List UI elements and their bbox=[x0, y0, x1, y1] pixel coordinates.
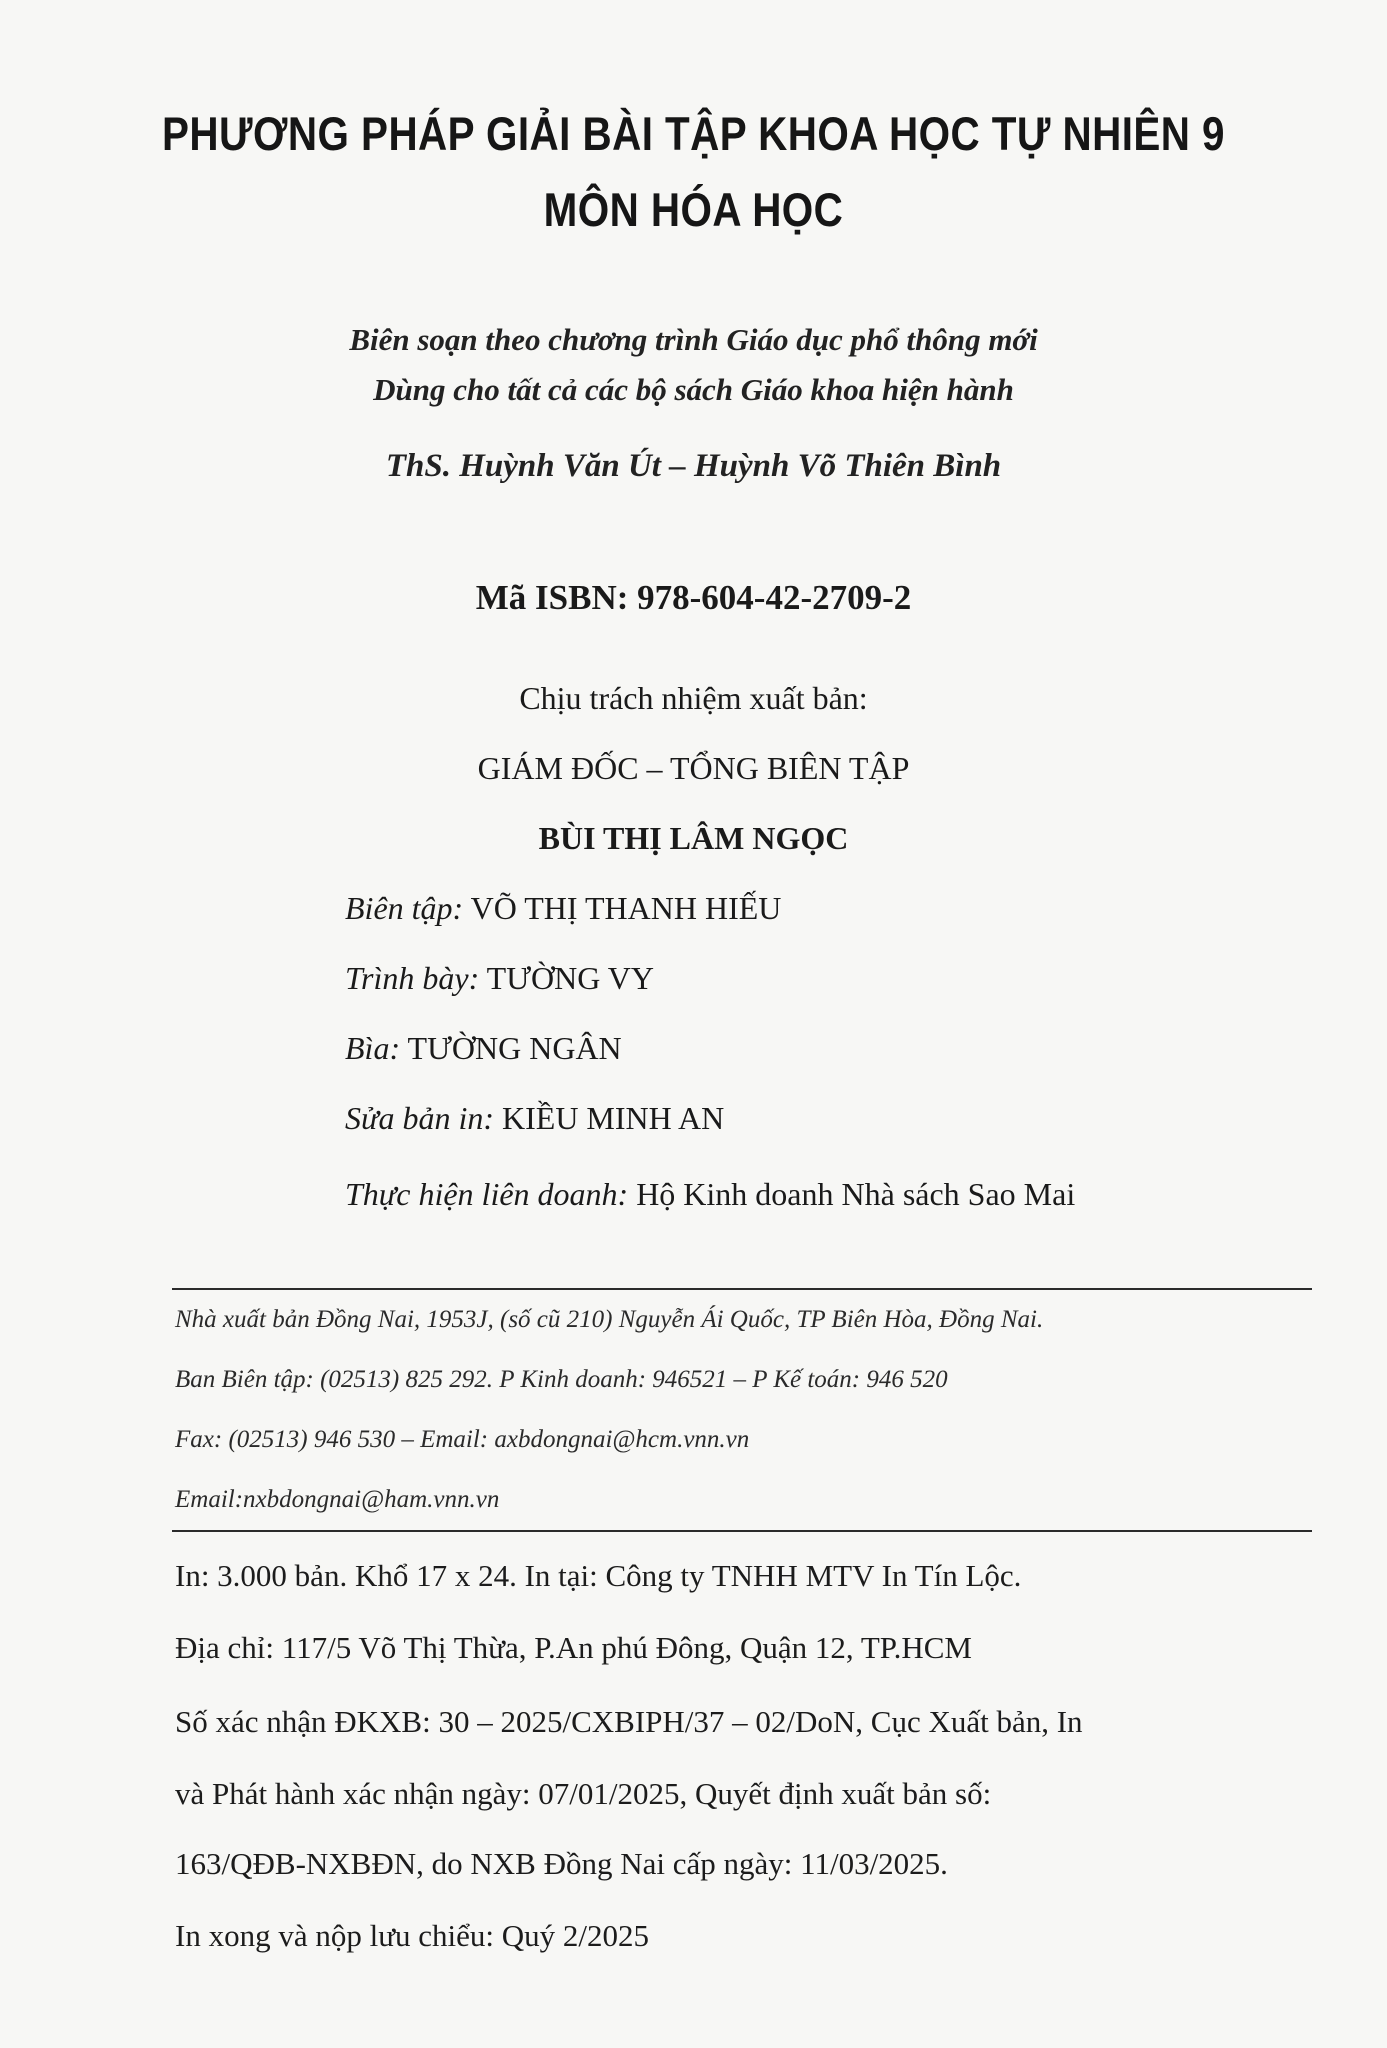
credit-editor bbox=[345, 890, 781, 927]
credit-label: Thực hiện liên doanh: bbox=[345, 1176, 629, 1212]
credit-proofreader bbox=[345, 1100, 724, 1137]
publisher-phones: Ban Biên tập: (02513) 825 292. P Kinh doanh: 946521 – P Kế toán: 946 520 bbox=[175, 1366, 948, 1393]
divider-top bbox=[172, 1288, 1312, 1290]
legal-deposit: In xong và nộp lưu chiểu: Quý 2/2025 bbox=[175, 1918, 649, 1953]
publisher-fax: Fax: (02513) 946 530 – Email: axbdongnai@hcm.vnn.vn bbox=[175, 1426, 750, 1453]
credit-label: Trình bày: bbox=[345, 960, 480, 996]
credit-value: Hộ Kinh doanh Nhà sách Sao Mai bbox=[636, 1176, 1076, 1212]
subtitle-line-1: Biên soạn theo chương trình Giáo dục phổ thông mới bbox=[349, 322, 1038, 357]
printer-address: Địa chỉ: 117/5 Võ Thị Thừa, P.An phú Đông, Quận 12, TP.HCM bbox=[175, 1630, 972, 1665]
credit-joint-venture bbox=[345, 1176, 1075, 1213]
credit-label: Bìa: bbox=[345, 1030, 401, 1066]
credit-value: VÕ THỊ THANH HIẾU bbox=[470, 890, 782, 926]
credit-value: TƯỜNG VY bbox=[486, 960, 654, 996]
publisher-email: Email:nxbdongnai@ham.vnn.vn bbox=[175, 1486, 500, 1513]
credit-layout bbox=[345, 960, 654, 997]
authors: ThS. Huỳnh Văn Út – Huỳnh Võ Thiên Bình bbox=[385, 448, 1002, 484]
responsibility-role: GIÁM ĐỐC – TỔNG BIÊN TẬP bbox=[477, 750, 910, 786]
registration-number: Số xác nhận ĐKXB: 30 – 2025/CXBIPH/37 – 02/DoN, Cục Xuất bản, In bbox=[175, 1704, 1083, 1739]
credit-label: Biên tập: bbox=[345, 890, 464, 926]
publisher-address: Nhà xuất bản Đồng Nai, 1953J, (số cũ 210) Nguyễn Ái Quốc, TP Biên Hòa, Đồng Nai. bbox=[175, 1306, 1044, 1333]
isbn: Mã ISBN: 978-604-42-2709-2 bbox=[475, 578, 912, 617]
responsibility-name: BÙI THỊ LÂM NGỌC bbox=[538, 820, 849, 856]
divider-bottom bbox=[172, 1530, 1312, 1532]
subtitle-line-2: Dùng cho tất cả các bộ sách Giáo khoa hiện hành bbox=[373, 372, 1014, 407]
credit-label: Sửa bản in: bbox=[345, 1100, 494, 1136]
print-run: In: 3.000 bản. Khổ 17 x 24. In tại: Công ty TNHH MTV In Tín Lộc. bbox=[175, 1558, 1022, 1593]
credit-cover bbox=[345, 1030, 622, 1067]
credit-value: KIỀU MINH AN bbox=[502, 1100, 725, 1136]
book-title-line-2: MÔN HÓA HỌC bbox=[543, 183, 844, 236]
book-title-line-1: PHƯƠNG PHÁP GIẢI BÀI TẬP KHOA HỌC TỰ NHIÊN 9 bbox=[162, 107, 1225, 160]
publishing-decision: 163/QĐB-NXBĐN, do NXB Đồng Nai cấp ngày: 11/03/2025. bbox=[175, 1846, 948, 1881]
responsibility-heading: Chịu trách nhiệm xuất bản: bbox=[519, 680, 868, 716]
registration-date: và Phát hành xác nhận ngày: 07/01/2025, Quyết định xuất bản số: bbox=[175, 1776, 992, 1811]
credit-value: TƯỜNG NGÂN bbox=[407, 1030, 622, 1066]
